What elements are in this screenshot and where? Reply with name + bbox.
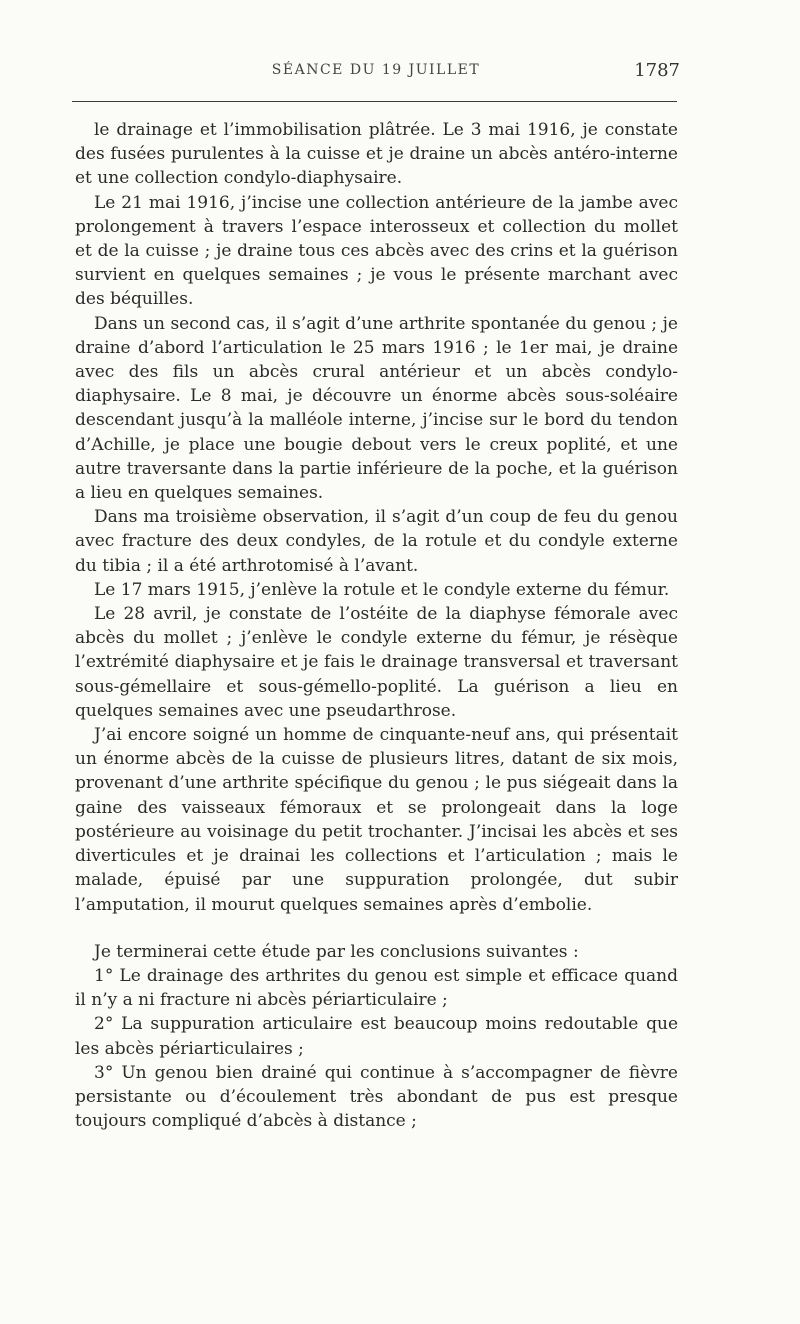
paragraph: Le 21 mai 1916, j’incise une collection antérieure de la jambe avec prolongement à travers l’espace interosseux et collection du mollet et de la cuisse ; je draine tous ces abcès avec des crins et la guérison survient en quelques semaines ; je vous le présente marchant avec des béquilles. <box>75 192 678 310</box>
paragraph: Dans ma troisième observation, il s’agit d’un coup de feu du genou avec fracture des deux condyles, de la rotule et du condyle externe du tibia ; il a été arthrotomisé à l’avant. <box>75 507 678 576</box>
paragraph: Le 28 avril, je constate de l’ostéite de la diaphyse fémorale avec abcès du mollet ; j’enlève le condyle externe du fémur, je résèque l’extrémité diaphysaire et je fais le drainage transversal et traversant sous-gémellaire et sous-gémello-poplité. La guérison a lieu en quelques semaines avec une pseudarthrose. <box>75 604 678 721</box>
paragraph: J’ai encore soigné un homme de cinquante-neuf ans, qui présentait un énorme abcès de la cuisse de plusieurs litres, datant de six mois, provenant d’une arthrite spécifique du genou ; le pus siégeait dans la gaine des vaisseaux fémoraux et se prolongeait dans la loge postérieure au voisinage du petit trochanter. J’incisai les abcès et ses diverticules et je drainai les collections et l’articulation ; mais le malade, épuisé par une suppuration prolongée, dut subir l’amputation, il mourut quelques semaines après d’embolie. <box>75 725 678 915</box>
paragraph: le drainage et l’immobilisation plâtrée. Le 3 mai 1916, je constate des fusées purulentes à la cuisse et je draine un abcès antéro-interne et une collection condylo-diaphysaire. <box>75 120 678 189</box>
paragraph: Dans un second cas, il s’agit d’une arthrite spontanée du genou ; je draine d’abord l’articulation le 25 mars 1916 ; le 1er mai, je draine avec des fils un abcès crural antérieur et un abcès condylo-diaphysaire. Le 8 mai, je découvre un énorme abcès sous-soléaire descendant jusqu’à la malléole interne, j’incise sur le bord du tendon d’Achille, je place une bougie debout vers le creux poplité, et une autre traversante dans la partie inférieure de la poche, et la guérison a lieu en quelques semaines. <box>75 313 678 504</box>
page-body <box>75 118 678 1133</box>
page-number: 1787 <box>634 60 680 81</box>
conclusion-item: 3° Un genou bien drainé qui continue à s’accompagner de fièvre persistante ou d’écoulement très abondant de pus est presque toujours compliqué d’abcès à distance ; <box>75 1062 678 1132</box>
paragraph: Le 17 mars 1915, j’enlève la rotule et le condyle externe du fémur. <box>94 579 670 600</box>
running-title: SÉANCE DU 19 JUILLET <box>271 62 481 78</box>
section-gap <box>75 917 678 940</box>
header-rule <box>72 101 677 102</box>
conclusion-item: 2° La suppuration articulaire est beaucoup moins redoutable que les abcès périarticulaires ; <box>75 1014 678 1059</box>
conclusions-intro: Je terminerai cette étude par les conclusions suivantes : <box>94 941 579 962</box>
conclusion-item: 1° Le drainage des arthrites du genou est simple et efficace quand il n’y a ni fracture ni abcès périarticulaire ; <box>75 965 678 1011</box>
page-header <box>72 62 680 90</box>
